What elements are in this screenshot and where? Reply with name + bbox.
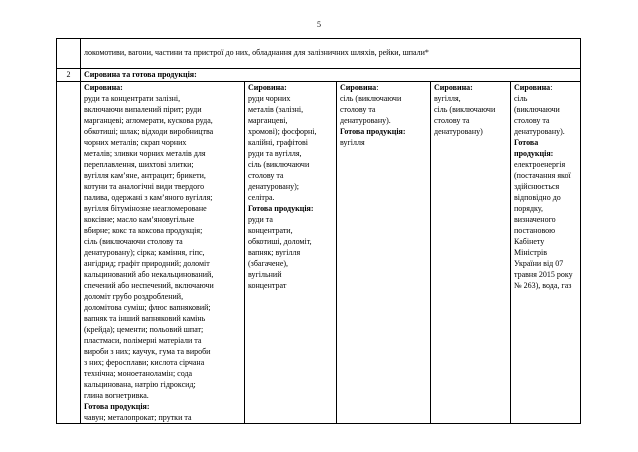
cell-text-line	[514, 170, 577, 181]
cell-line-text: денатуровану).	[514, 127, 565, 136]
cell-line-text: металів (залізні,	[248, 105, 304, 114]
cell-text-line	[434, 126, 507, 137]
cell-text-line	[84, 192, 241, 203]
cell-line-text: (крейда); цементи; польовий шпат;	[84, 325, 204, 334]
cell-heading-text: продукція:	[514, 149, 554, 158]
cell-text-line	[84, 302, 241, 313]
cell-text-line	[514, 126, 577, 137]
cell-heading-text: Готова продукція:	[340, 127, 406, 136]
cell-text-line	[84, 379, 241, 390]
cell-line-text: постановою	[514, 226, 556, 235]
cell-text-line	[84, 280, 241, 291]
cell-line-text: вугілля кам’яне, антрацит; брикети,	[84, 171, 206, 180]
cell-line-text: сіль (виключаючи	[248, 160, 310, 169]
cell-heading-suffix: :	[376, 83, 379, 92]
cell-text-line	[84, 203, 241, 214]
continuation-cell	[81, 39, 581, 69]
cell-text-line	[84, 214, 241, 225]
cell-line-text: хромові); фосфорні,	[248, 127, 317, 136]
cell-text-line	[84, 291, 241, 302]
cell-line-text: сіль (виключаючи столову та	[84, 237, 183, 246]
cell-line-text: глина вогнетривка.	[84, 391, 149, 400]
cell-line-text: коксівне; масло кам’яновугільне	[84, 215, 195, 224]
cell-heading-text: Сировина:	[434, 83, 473, 92]
cell-line-text: сіль	[514, 94, 528, 103]
cell-line-text: вбирне; кокс та коксова продукція;	[84, 226, 203, 235]
cell-line-text: з них; феросплави; кислота сірчана	[84, 358, 205, 367]
cell-line-text: марганцеві,	[248, 116, 288, 125]
cell-heading	[514, 148, 577, 159]
cell-line-text: кальцинована, натрію гідроксид;	[84, 380, 196, 389]
cell-line-text: денатуровану);	[248, 182, 300, 191]
cell-line-text: електроенергія	[514, 160, 566, 169]
cell-heading-text: Сировина	[340, 83, 377, 92]
section-title-cell	[81, 69, 581, 82]
cell-line-text: вугілля бітумінозне неагломероване	[84, 204, 207, 213]
cell-line-text: вапняк та інший вапняковий камінь	[84, 314, 206, 323]
cell-line-text: денатуровану).	[340, 116, 391, 125]
cell-line-text: руди чорних	[248, 94, 291, 103]
cell-heading-text: Сировина:	[248, 83, 287, 92]
cell-line-text: вапняк; вугілля	[248, 248, 301, 257]
cell-text-line	[514, 225, 577, 236]
content-col-1	[81, 82, 245, 424]
cell-text-line	[248, 192, 333, 203]
cell-text-line	[514, 159, 577, 170]
cell-text-line	[84, 181, 241, 192]
cell-text-line	[84, 313, 241, 324]
cell-heading-text: Готова продукція:	[248, 204, 314, 213]
cell-line-text: денатуровану); сірка; каміння, гіпс,	[84, 248, 205, 257]
cell-text-line	[84, 148, 241, 159]
cell-line-text: вироби з них; каучук, гума та вироби	[84, 347, 211, 356]
cell-text-line	[84, 225, 241, 236]
page-number: 5	[317, 20, 321, 29]
cell-text-line	[248, 280, 333, 291]
cell-text-line	[340, 93, 427, 104]
cell-text-line	[84, 258, 241, 269]
cell-line-text: металів; зливки чорних металів для	[84, 149, 206, 158]
cell-line-text: включаючи випалений пірит; руди	[84, 105, 202, 114]
content-col-4	[431, 82, 511, 424]
cell-line-text: концентрати,	[248, 226, 293, 235]
cell-text-line	[248, 115, 333, 126]
cell-heading	[340, 126, 427, 137]
row-number-2: 2	[57, 69, 81, 82]
cell-text-line	[248, 137, 333, 148]
row-number-cell	[57, 39, 81, 69]
cell-heading-text: Сировина:	[84, 83, 123, 92]
table-row-content	[57, 82, 581, 424]
content-col-2	[245, 82, 337, 424]
cell-text-line	[514, 280, 577, 291]
cell-text-line	[514, 247, 577, 258]
cell-line-text: сіль (виключаючи	[340, 94, 402, 103]
cell-line-text: технічна; моноетаноламін; сода	[84, 369, 193, 378]
cell-line-text: відповідно до	[514, 193, 561, 202]
cell-text-line	[84, 126, 241, 137]
cell-text-line	[84, 412, 241, 423]
cell-text-line	[84, 357, 241, 368]
cell-line-text: столову та	[434, 116, 470, 125]
cell-line-text: Міністрів	[514, 248, 547, 257]
cell-heading	[84, 401, 241, 412]
cell-line-text: концентрат	[248, 281, 287, 290]
cell-text-line	[514, 258, 577, 269]
cell-line-text: вугільний	[248, 270, 282, 279]
cell-line-text: ангідрид; графіт природний; доломіт	[84, 259, 210, 268]
cell-line-text: селітра.	[248, 193, 275, 202]
cell-text-line	[84, 115, 241, 126]
cell-text-line	[434, 115, 507, 126]
cell-text-line	[434, 93, 507, 104]
cell-text-line	[434, 104, 507, 115]
cell-text-line	[248, 236, 333, 247]
row-number-empty	[57, 82, 81, 424]
cell-heading-text: Сировина	[514, 83, 551, 92]
cell-line-text: пластмаси, полімерні матеріали та	[84, 336, 202, 345]
cell-text-line	[84, 247, 241, 258]
cell-heading	[514, 82, 577, 93]
cell-text-line	[514, 93, 577, 104]
cell-line-text: переплавлення, шихтові злитки;	[84, 160, 194, 169]
cell-heading-text: Готова	[514, 138, 539, 147]
cell-text-line	[84, 324, 241, 335]
cell-line-text: порядку,	[514, 204, 544, 213]
continuation-text: локомотиви, вагони, частини та пристрої до них, обладнання для залізничних шляхів, рейки, шпали*	[84, 48, 429, 57]
cell-text-line	[248, 247, 333, 258]
cell-text-line	[248, 104, 333, 115]
cell-heading	[340, 82, 427, 93]
cell-line-text: денатуровану)	[434, 127, 483, 136]
cell-heading-text: Готова продукція:	[84, 402, 150, 411]
section-title: Сировина та готова продукція:	[84, 70, 197, 79]
cell-text-line	[514, 203, 577, 214]
cell-text-line	[514, 269, 577, 280]
cell-text-line	[340, 104, 427, 115]
cell-line-text: № 263), вода, газ	[514, 281, 572, 290]
cell-line-text: сіль (виключаючи	[434, 105, 496, 114]
cell-heading	[434, 82, 507, 93]
cell-text-line	[84, 104, 241, 115]
cell-line-text: руди та вугілля,	[248, 149, 302, 158]
cell-text-line	[84, 170, 241, 181]
cell-line-text: чорних металів; скрап чорних	[84, 138, 187, 147]
cell-text-line	[514, 181, 577, 192]
cell-line-text: вугілля	[340, 138, 365, 147]
cell-line-text: руди та концентрати залізні,	[84, 94, 181, 103]
cell-text-line	[514, 236, 577, 247]
cell-line-text: марганцеві; агломерати, кускова руда,	[84, 116, 213, 125]
cell-heading	[248, 82, 333, 93]
cell-line-text: обкотиші, доломіт,	[248, 237, 312, 246]
cell-text-line	[248, 93, 333, 104]
cell-text-line	[514, 115, 577, 126]
cell-line-text: обкотиші; шлак; відходи виробництва	[84, 127, 214, 136]
cell-heading	[84, 82, 241, 93]
cell-line-text: визначеного	[514, 215, 556, 224]
cell-line-text: України від 07	[514, 259, 564, 268]
cell-text-line	[248, 170, 333, 181]
cell-text-line	[84, 390, 241, 401]
cell-line-text: руди та	[248, 215, 273, 224]
cell-line-text: (збагачене),	[248, 259, 289, 268]
cell-text-line	[514, 192, 577, 203]
cell-line-text: чавун; металопрокат; прутки та	[84, 413, 192, 422]
cell-text-line	[84, 159, 241, 170]
cell-heading	[514, 137, 577, 148]
cell-line-text: котуни та аналогічні види твердого	[84, 182, 205, 191]
cell-text-line	[84, 93, 241, 104]
cell-line-text: палива, одержані з кам’яного вугілля;	[84, 193, 213, 202]
cell-text-line	[340, 137, 427, 148]
content-col-3	[337, 82, 431, 424]
cell-line-text: травня 2015 року	[514, 270, 573, 279]
cell-text-line	[248, 148, 333, 159]
table-row-continuation	[57, 39, 581, 69]
cell-text-line	[248, 269, 333, 280]
cell-line-text: столову та	[248, 171, 284, 180]
cell-text-line	[248, 214, 333, 225]
cell-text-line	[514, 104, 577, 115]
cell-text-line	[340, 115, 427, 126]
cell-line-text: кальцинований або некальцинований,	[84, 270, 214, 279]
cell-line-text: здійснюється	[514, 182, 560, 191]
cell-text-line	[84, 236, 241, 247]
cell-text-line	[84, 137, 241, 148]
cell-text-line	[248, 258, 333, 269]
cell-heading-suffix: :	[550, 83, 553, 92]
cell-line-text: (виключаючи	[514, 105, 560, 114]
cell-line-text: вугілля,	[434, 94, 461, 103]
cell-text-line	[84, 335, 241, 346]
table-row-section-2	[57, 69, 581, 82]
cell-line-text: доломіт грубо роздроблений,	[84, 292, 184, 301]
cell-line-text: (постачання якої	[514, 171, 571, 180]
cell-line-text: столову та	[514, 116, 550, 125]
cell-text-line	[514, 214, 577, 225]
cell-text-line	[84, 346, 241, 357]
content-col-5	[511, 82, 581, 424]
cell-text-line	[84, 368, 241, 379]
cell-line-text: столову та	[340, 105, 376, 114]
document-table	[56, 38, 581, 424]
cell-text-line	[248, 181, 333, 192]
cell-line-text: калійні, графітові	[248, 138, 309, 147]
cell-text-line	[84, 269, 241, 280]
cell-line-text: спечений або неспечений, включаючи	[84, 281, 214, 290]
cell-text-line	[248, 126, 333, 137]
cell-text-line	[248, 225, 333, 236]
cell-heading	[248, 203, 333, 214]
cell-line-text: Кабінету	[514, 237, 545, 246]
cell-line-text: доломітова суміш; флюс вапняковий;	[84, 303, 211, 312]
cell-text-line	[248, 159, 333, 170]
